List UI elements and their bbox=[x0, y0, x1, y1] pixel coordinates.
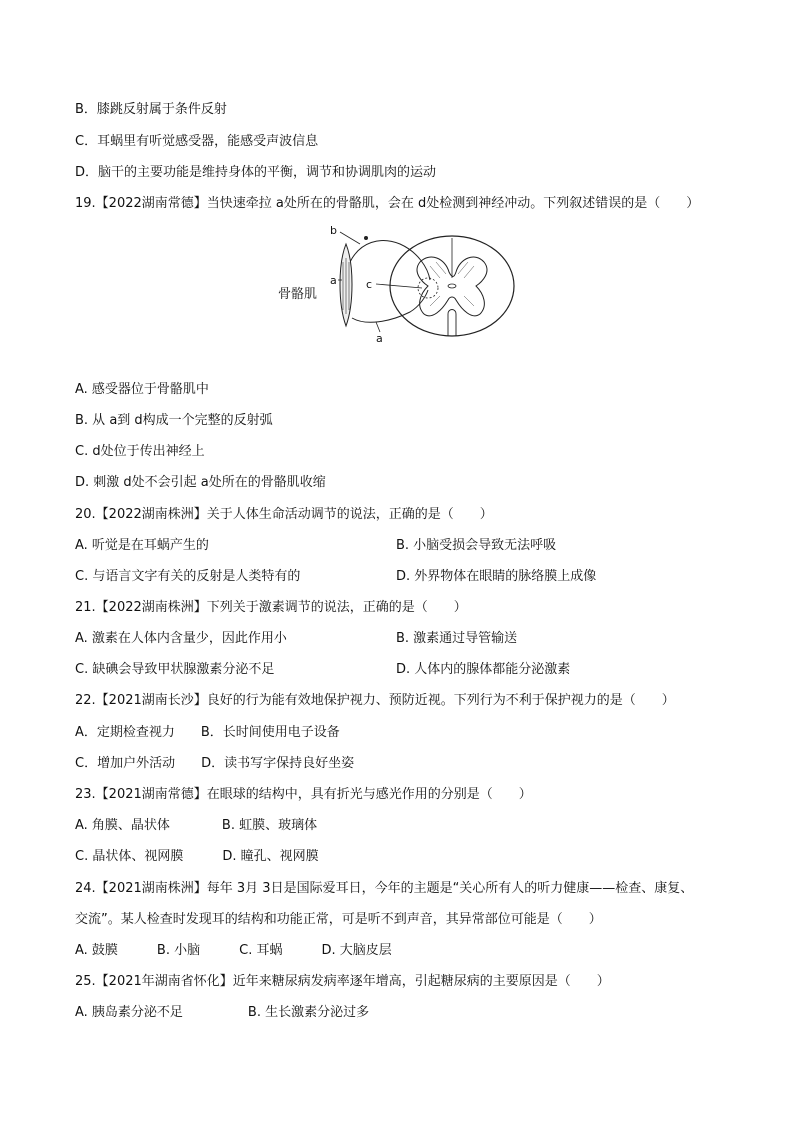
label-skeletal-muscle: 骨骼肌 bbox=[278, 287, 318, 302]
label-b: b bbox=[330, 224, 337, 237]
label-a-bottom: a bbox=[376, 332, 383, 345]
q25-options-ab: A. 胰岛素分泌不足 B. 生长激素分泌过多 bbox=[75, 1005, 370, 1020]
q24-stem-line1: 24.【2021湖南株洲】每年 3月 3日是国际爱耳日，今年的主题是“关心所有人的听力健康——检查、康复、 bbox=[75, 881, 694, 896]
q20-option-a: A. 听觉是在耳蜗产生的 bbox=[75, 538, 209, 553]
q21-option-b: B. 激素通过导管输送 bbox=[396, 631, 518, 646]
q21-option-c: C. 缺碘会导致甲状腺激素分泌不足 bbox=[75, 662, 275, 677]
q20-option-c: C. 与语言文字有关的反射是人类特有的 bbox=[75, 569, 301, 584]
q22-options-ab: A．定期检查视力 B．长时间使用电子设备 bbox=[75, 725, 340, 740]
q19-option-d: D. 刺激 d处不会引起 a处所在的骨骼肌收缩 bbox=[75, 475, 326, 490]
q20-option-d: D. 外界物体在眼睛的脉络膜上成像 bbox=[396, 569, 597, 584]
q21-option-d: D. 人体内的腺体都能分泌激素 bbox=[396, 662, 571, 677]
q21-stem: 21.【2022湖南株洲】下列关于激素调节的说法，正确的是（ ） bbox=[75, 600, 467, 615]
central-canal bbox=[448, 284, 456, 288]
reflex-arc-diagram bbox=[270, 222, 540, 346]
q23-options-ab: A. 角膜、晶状体 B. 虹膜、玻璃体 bbox=[75, 818, 318, 833]
q19-stem: 19.【2022湖南常德】当快速牵拉 a处所在的骨骼肌，会在 d处检测到神经冲动。下列叙述错误的是（ ） bbox=[75, 196, 700, 211]
q18-option-c: C．耳蜗里有听觉感受器，能感受声波信息 bbox=[75, 134, 319, 149]
q19-option-a: A. 感受器位于骨骼肌中 bbox=[75, 382, 209, 397]
q22-options-cd: C．增加户外活动 D．读书写字保持良好坐姿 bbox=[75, 756, 355, 771]
q24-options: A. 鼓膜 B. 小脑 C. 耳蜗 D. 大脑皮层 bbox=[75, 943, 392, 958]
efferent-nerve bbox=[352, 290, 428, 322]
q23-stem: 23.【2021湖南常德】在眼球的结构中，具有折光与感光作用的分别是（ ） bbox=[75, 787, 532, 802]
q25-stem: 25.【2021年湖南省怀化】近年来糖尿病发病率逐年增高，引起糖尿病的主要原因是（ ） bbox=[75, 974, 610, 989]
q19-option-b: B. 从 a到 d构成一个完整的反射弧 bbox=[75, 413, 273, 428]
q24-stem-line2: 交流”。某人检查时发现耳的结构和功能正常，可是听不到声音，其异常部位可能是（ ） bbox=[75, 912, 602, 927]
q23-options-cd: C. 晶状体、视网膜 D. 瞳孔、视网膜 bbox=[75, 849, 319, 864]
q20-stem: 20.【2022湖南株洲】关于人体生命活动调节的说法，正确的是（ ） bbox=[75, 507, 493, 522]
q21-option-a: A. 激素在人体内含量少，因此作用小 bbox=[75, 631, 287, 646]
q22-stem: 22.【2021湖南长沙】良好的行为能有效地保护视力、预防近视。下列行为不利于保护视力的是（ ） bbox=[75, 693, 675, 708]
q19-option-c: C. d处位于传出神经上 bbox=[75, 444, 205, 459]
q18-option-d: D．脑干的主要功能是维持身体的平衡，调节和协调肌肉的运动 bbox=[75, 165, 437, 180]
q18-option-b: B．膝跳反射属于条件反射 bbox=[75, 102, 227, 117]
label-c: c bbox=[366, 278, 373, 291]
label-a-top: a bbox=[330, 274, 337, 287]
ganglion-dot bbox=[364, 236, 368, 240]
q20-option-b: B. 小脑受损会导致无法呼吸 bbox=[396, 538, 557, 553]
